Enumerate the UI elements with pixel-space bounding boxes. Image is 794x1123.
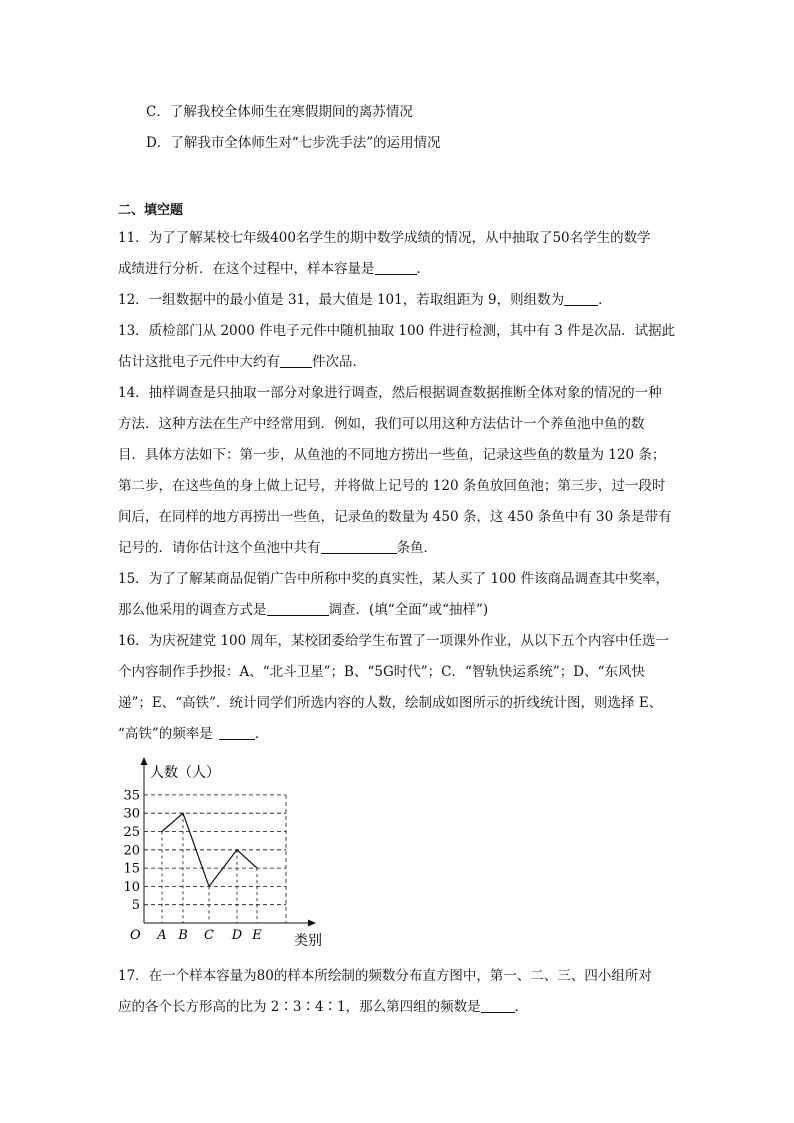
- answer-blank: [564, 291, 598, 306]
- q14-line1: 14．抽样调查是只抽取一部分对象进行调查，然后根据调查数据推断全体对象的情况的一种: [118, 385, 662, 401]
- q15-line2: [118, 600, 488, 620]
- q14-line5: 间后，在同样的地方再捞出一些鱼，记录鱼的数量为 450 条，这 450 条鱼中有 30 条是带有: [118, 509, 672, 525]
- x-axis-arrow-icon: [308, 920, 316, 927]
- y-axis-arrow-icon: [141, 757, 148, 765]
- option-d: D．了解我市全体师生对“七步洗手法”的运用情况: [146, 135, 441, 151]
- answer-blank: [321, 539, 397, 554]
- y-tick-label: 30: [123, 806, 140, 822]
- q17-end: ．: [514, 999, 529, 1015]
- q16-line2: 个内容制作手抄报：A、“北斗卫星”；B、“5G时代”；C．“智轨快运系统”；D、“东风快: [118, 664, 646, 680]
- x-tick-label: D: [231, 928, 243, 943]
- answer-blank: [280, 353, 312, 368]
- q13-end: 件次品．: [312, 354, 366, 370]
- q17-line2: [118, 997, 528, 1017]
- answer-blank: [375, 260, 417, 275]
- q17-text: 应的各个长方形高的比为 2∶3∶4∶1，那么第四组的频数是: [118, 999, 481, 1015]
- y-tick-label: 35: [123, 788, 140, 804]
- y-tick-label: 25: [123, 825, 140, 840]
- q17-line1: 17．在一个样本容量为80的样本所绘制的频数分布直方图中，第一、二、三、四小组所对: [118, 968, 652, 984]
- option-c: C．了解我校全体师生在寒假期间的离苏情况: [146, 104, 413, 120]
- chart-grid: [144, 795, 286, 923]
- q11-text: 成绩进行分析．在这个过程中，样本容量是: [118, 261, 375, 277]
- x-tick-label: E: [252, 928, 262, 943]
- q14-line4: 第二步，在这些鱼的身上做上记号，并将做上记号的 120 条鱼放回鱼池；第三步，过一段时: [118, 478, 666, 494]
- q16-text: “高铁”的频率是: [118, 726, 213, 742]
- q14-end: 条鱼．: [396, 540, 437, 556]
- q15-end: 调查．(填“全面”或“抽样”): [328, 602, 489, 618]
- origin-label: O: [130, 928, 141, 943]
- q13-line2: [118, 352, 366, 372]
- q16-end: ．: [254, 726, 269, 742]
- q13-text: 估计这批电子元件中大约有: [118, 354, 280, 370]
- q11-line1: 11．为了了解某校七年级400名学生的期中数学成绩的情况，从中抽取了50名学生的数学: [118, 230, 651, 246]
- q12-text: 12．一组数据中的最小值是 31，最大值是 101，若取组距为 9，则组数为: [118, 292, 565, 308]
- q16-line3: 递”；E、“高铁”．统计同学们所选内容的人数，绘制成如图所示的折线统计图，则选择 E、: [118, 695, 663, 711]
- x-axis-label: 类别: [294, 933, 322, 949]
- x-tick-label: B: [178, 928, 188, 943]
- q16-line1: 16．为庆祝建党 100 周年，某校团委给学生布置了一项课外作业，从以下五个内容中任选一: [118, 633, 670, 649]
- y-tick-label: 10: [123, 879, 140, 895]
- q14-line6: [118, 538, 437, 558]
- q14-text: 记号的．请你估计这个鱼池中共有: [118, 540, 321, 556]
- q15-line1: 15．为了了解某商品促销广告中所称中奖的真实性，某人买了 100 件该商品调查其中奖率，: [118, 571, 670, 587]
- q12-line1: [118, 290, 612, 310]
- q16-line4: [118, 724, 268, 744]
- q11-end: ．: [416, 261, 430, 277]
- answer-blank: [267, 601, 329, 616]
- q15-text: 那么他采用的调查方式是: [118, 602, 267, 618]
- answer-blank: [219, 725, 255, 740]
- q14-line3: 目．具体方法如下：第一步，从鱼池的不同地方捞出一些鱼，记录这些鱼的数量为 120 条；: [118, 447, 666, 463]
- x-tick-label: A: [157, 928, 167, 943]
- y-tick-label: 15: [123, 861, 140, 877]
- q13-line1: 13．质检部门从 2000 件电子元件中随机抽取 100 件进行检测，其中有 3 件是次品．试据此: [118, 323, 676, 339]
- x-tick-label: C: [204, 928, 214, 943]
- y-tick-label: 20: [123, 843, 140, 859]
- q11-line2: [118, 259, 430, 279]
- y-axis-label: 人数（人）: [150, 765, 220, 781]
- line-chart: [120, 755, 340, 955]
- section-title: 二、填空题: [118, 203, 184, 218]
- answer-blank: [481, 998, 515, 1013]
- q12-end: ．: [598, 292, 612, 308]
- y-tick-label: 5: [131, 898, 140, 914]
- q14-line2: 方法．这种方法在生产中经常用到．例如，我们可以用这种方法估计一个养鱼池中鱼的数: [118, 416, 645, 432]
